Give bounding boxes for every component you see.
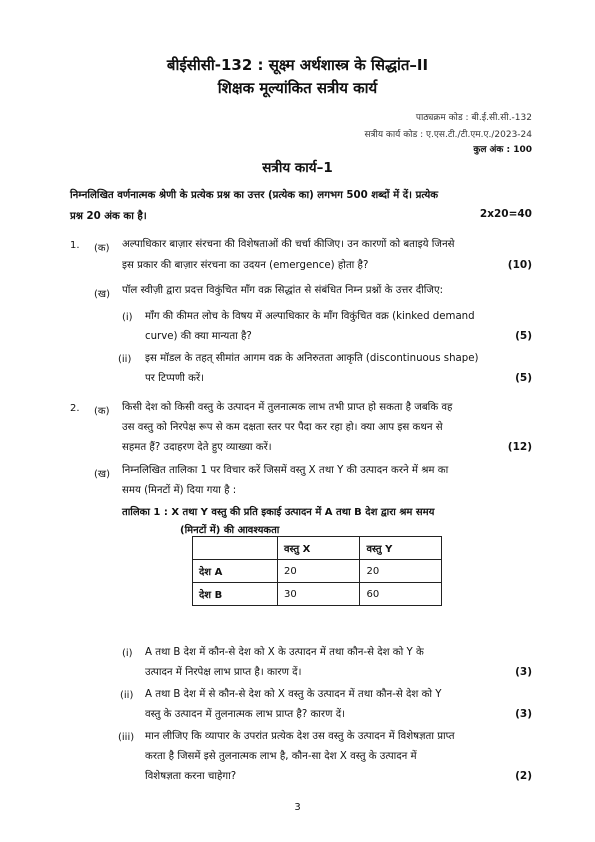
question-number-2: 2. <box>70 403 80 414</box>
q1-b-i-marks: (5) <box>515 330 532 342</box>
q1-a-marks: (10) <box>507 259 532 271</box>
section-title: सत्रीय कार्य–1 <box>262 160 333 176</box>
table-header-row <box>193 537 442 560</box>
document-subtitle: शिक्षक मूल्यांकित सत्रीय कार्य <box>217 79 378 97</box>
q2-b-line-1: निम्नलिखित तालिका 1 पर विचार करें जिसमें वस्तु X तथा Y की उत्पादन करने में श्रम का <box>122 465 449 476</box>
q1-b-label: (ख) <box>94 289 110 300</box>
q2-b-ii-label: (ii) <box>120 690 134 701</box>
instruction-marks: 2x20=40 <box>479 208 532 220</box>
question-number-1: 1. <box>70 240 80 251</box>
table-header-cell: वस्तु Y <box>360 537 442 560</box>
instruction-line-1: निम्नलिखित वर्णनात्मक श्रेणी के प्रत्येक प्रश्न का उत्तर (प्रत्येक का) लगभग 500 शब्दों में दें। प्रत्येक <box>70 190 439 201</box>
table-cell: 20 <box>360 560 442 583</box>
table-cell: देश B <box>193 583 278 606</box>
q2-b-iii-line-2: करता है जिसमें इसे तुलनात्मक लाभ है, कौन-सा देश X वस्तु के उत्पादन में <box>145 751 417 762</box>
table-header-cell: वस्तु X <box>278 537 360 560</box>
course-code: पाठ्यक्रम कोड : बी.ई.सी.सी.-132 <box>415 113 532 123</box>
q2-b-iii-line-3: विशेषज्ञता करना चाहेगा? <box>145 771 237 782</box>
assignment-code: सत्रीय कार्य कोड : ए.एस.टी./टी.एम.ए./2023-24 <box>364 130 532 140</box>
q2-a-line-1: किसी देश को किसी वस्तु के उत्पादन में तुलनात्मक लाभ तभी प्राप्त हो सकता है जबकि वह <box>122 402 453 413</box>
total-marks: कुल अंक : 100 <box>473 145 532 155</box>
q2-b-label: (ख) <box>94 469 110 480</box>
q1-a-label: (क) <box>94 243 110 254</box>
q1-b-line-1: पॉल स्वीज़ी द्वारा प्रदत्त विकुंचित माँग वक्र सिद्धांत से संबंधित निम्न प्रश्नों के उत्तर दीजिए: <box>122 285 444 296</box>
document-title: बीईसीसी-132 : सूक्ष्म अर्थशास्त्र के सिद्धांत–II <box>166 56 429 74</box>
q2-a-marks: (12) <box>507 441 532 453</box>
table-cell: 30 <box>278 583 360 606</box>
q2-b-line-2: समय (मिनटों में) दिया गया है : <box>122 485 237 496</box>
table-header-cell <box>193 537 278 560</box>
q2-a-label: (क) <box>94 406 110 417</box>
q2-a-line-2: उस वस्तु को निरपेक्ष रूप से कम दक्षता स्तर पर पैदा कर रहा हो। क्या आप इस कथन से <box>122 422 443 433</box>
q1-b-ii-label: (ii) <box>118 354 132 365</box>
table-row <box>193 560 442 583</box>
q1-b-ii-line-1: इस मॉडल के तहत् सीमांत आगम वक्र के अनिरुतता आकृति (discontinuous shape) <box>145 353 479 364</box>
q2-a-line-3: सहमत हैं? उदाहरण देते हुए व्याख्या करें। <box>122 442 272 453</box>
table-cell: देश A <box>193 560 278 583</box>
table-cell: 20 <box>278 560 360 583</box>
q1-b-i-line-2: curve) की क्या मान्यता है? <box>145 331 252 342</box>
q2-b-ii-line-1: A तथा B देश में से कौन-से देश को X वस्तु के उत्पादन में तथा कौन-से देश को Y <box>145 689 442 700</box>
q1-b-ii-marks: (5) <box>515 372 532 384</box>
table-row <box>193 583 442 606</box>
q2-b-ii-marks: (3) <box>515 708 532 720</box>
q2-b-i-line-1: A तथा B देश में कौन-से देश को X के उत्पादन में तथा कौन-से देश को Y के <box>145 647 424 658</box>
q2-b-i-label: (i) <box>122 648 133 659</box>
q2-b-i-marks: (3) <box>515 666 532 678</box>
q1-b-i-label: (i) <box>122 312 133 323</box>
q1-b-i-line-1: माँग की कीमत लोच के विषय में अल्पाधिकार के माँग विकुंचित वक्र (kinked demand <box>145 311 475 322</box>
page-number: 3 <box>294 802 301 813</box>
q1-a-line-1: अल्पाधिकार बाज़ार संरचना की विशेषताओं की चर्चा कीजिए। उन कारणों को बताइये जिनसे <box>122 239 455 250</box>
q2-b-i-line-2: उत्पादन में निरपेक्ष लाभ प्राप्त है। कारण दें। <box>145 667 302 678</box>
q1-a-line-2: इस प्रकार की बाज़ार संरचना का उदयन (emergence) होता है? <box>122 260 369 271</box>
table-caption-line-2: (मिनटों में) की आवश्यकता <box>180 525 280 536</box>
table-caption-line-1: तालिका 1 : X तथा Y वस्तु की प्रति इकाई उत्पादन में A तथा B देश द्वारा श्रम समय <box>122 507 435 518</box>
q2-b-iii-line-1: मान लीजिए कि व्यापार के उपरांत प्रत्येक देश उस वस्तु के उत्पादन में विशेषज्ञता प्राप्त <box>145 731 455 742</box>
q1-b-ii-line-2: पर टिप्पणी करें। <box>145 373 204 384</box>
q2-b-iii-marks: (2) <box>515 770 532 782</box>
table-cell: 60 <box>360 583 442 606</box>
q2-b-iii-label: (iii) <box>118 732 135 743</box>
labour-time-table <box>192 536 442 606</box>
instruction-line-2: प्रश्न 20 अंक का है। <box>70 211 147 222</box>
q2-b-ii-line-2: वस्तु के उत्पादन में तुलनात्मक लाभ प्राप्त है? कारण दें। <box>145 709 345 720</box>
